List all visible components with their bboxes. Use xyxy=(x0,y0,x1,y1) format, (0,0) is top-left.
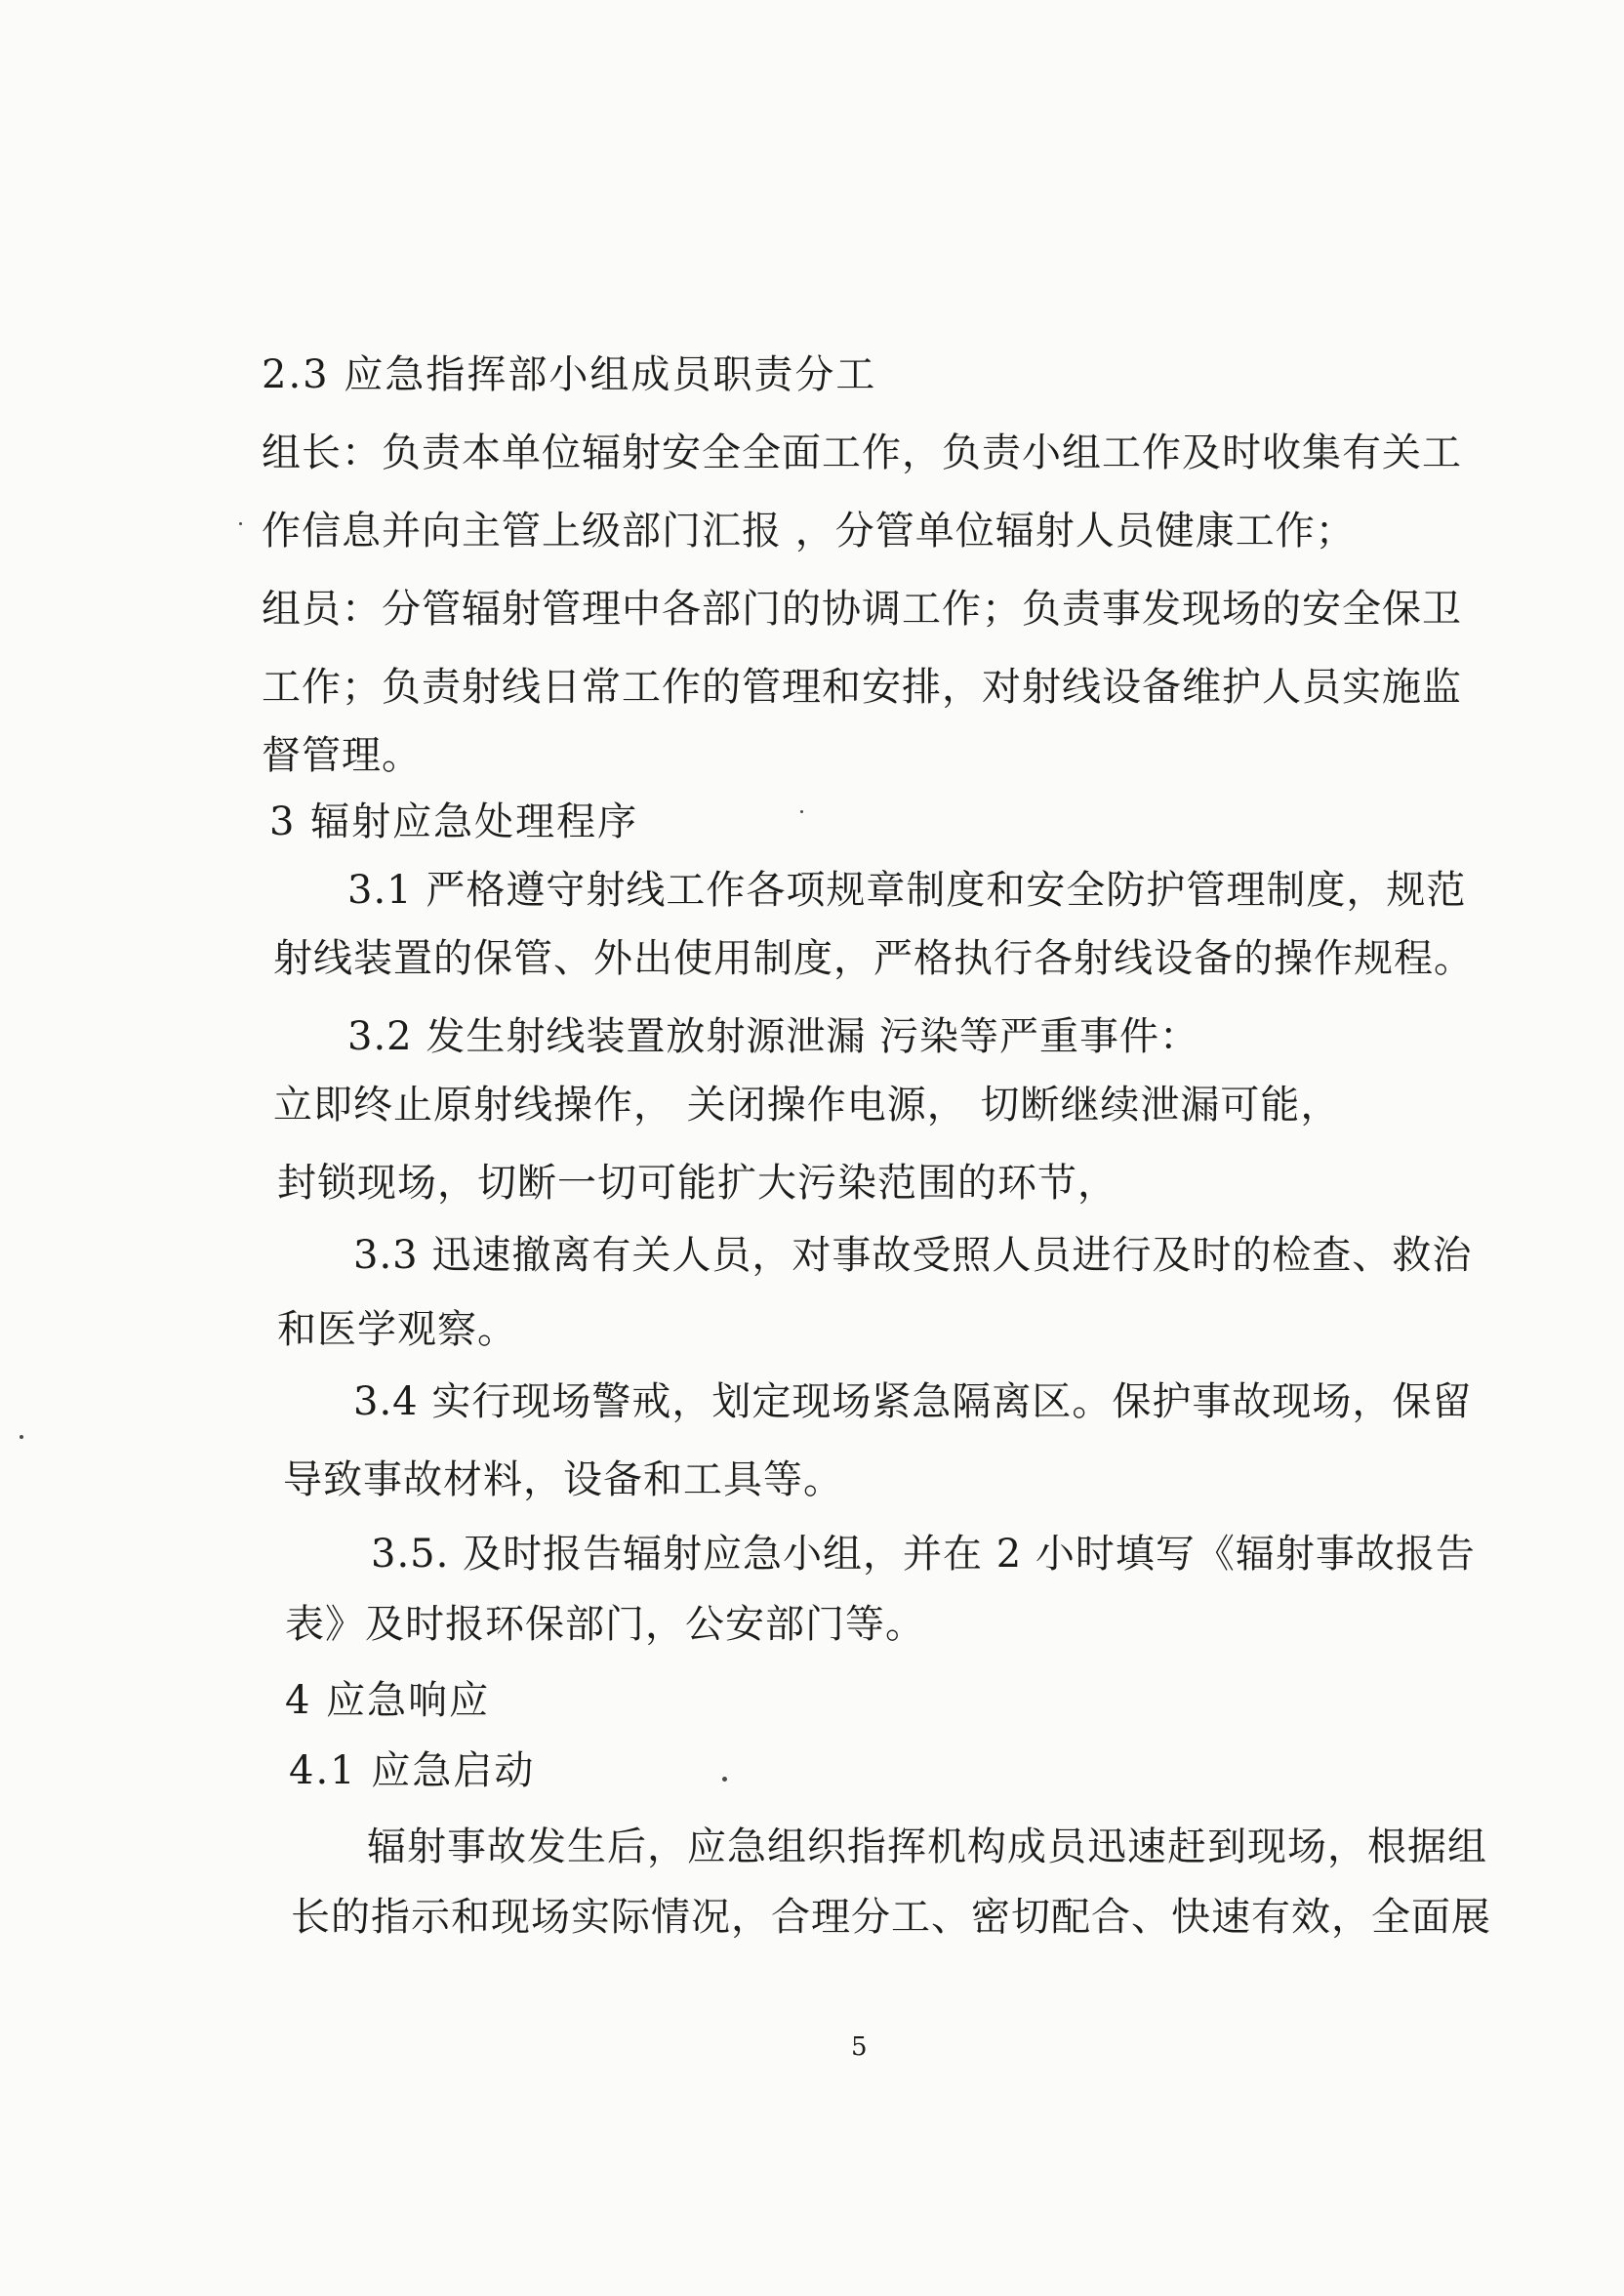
paragraph-line: 射线装置的保管、外出使用制度，严格执行各射线设备的操作规程。 xyxy=(273,936,1474,981)
paragraph-line: 督管理。 xyxy=(262,733,422,778)
paragraph-line: 封锁现场，切断一切可能扩大污染范围的环节， xyxy=(277,1161,1117,1206)
paragraph-line: 和医学观察。 xyxy=(277,1307,517,1352)
paragraph-line: 3.2 发生射线装置放射源泄漏 污染等严重事件： xyxy=(347,1014,1200,1059)
scan-speck xyxy=(800,810,803,813)
paragraph-line: 导致事故材料，设备和工具等。 xyxy=(283,1457,843,1502)
scan-speck xyxy=(722,1777,727,1782)
section-heading-4-1: 4.1 应急启动 xyxy=(289,1748,536,1793)
section-heading-2-3: 2.3 应急指挥部小组成员职责分工 xyxy=(262,352,877,397)
section-heading-4: 4 应急响应 xyxy=(285,1678,491,1723)
paragraph-line: 长的指示和现场实际情况，合理分工、密切配合、快速有效，全面展 xyxy=(291,1895,1491,1940)
scan-speck xyxy=(20,1435,23,1439)
paragraph-line: 组长：负责本单位辐射安全全面工作，负责小组工作及时收集有关工 xyxy=(262,430,1462,475)
paragraph-line: 工作；负责射线日常工作的管理和安排，对射线设备维护人员实施监 xyxy=(262,665,1462,710)
scan-speck xyxy=(239,522,242,525)
paragraph-line: 作信息并向主管上级部门汇报 ，分管单位辐射人员健康工作； xyxy=(262,509,1356,554)
page-number: 5 xyxy=(851,2032,868,2062)
section-heading-3: 3 辐射应急处理程序 xyxy=(269,800,639,844)
paragraph-line: 立即终止原射线操作， 关闭操作电源， 切断继续泄漏可能， xyxy=(273,1083,1341,1128)
paragraph-line: 表》及时报环保部门，公安部门等。 xyxy=(285,1602,925,1647)
paragraph-line: 组员：分管辐射管理中各部门的协调工作；负责事发现场的安全保卫 xyxy=(262,587,1462,632)
paragraph-line: 3.4 实行现场警戒，划定现场紧急隔离区。保护事故现场，保留 xyxy=(353,1379,1473,1424)
paragraph-line: 3.5. 及时报告辐射应急小组，并在 2 小时填写《辐射事故报告 xyxy=(371,1532,1476,1577)
paragraph-line: 辐射事故发生后，应急组织指挥机构成员迅速赶到现场，根据组 xyxy=(367,1824,1487,1869)
paragraph-line: 3.1 严格遵守射线工作各项规章制度和安全防护管理制度，规范 xyxy=(347,868,1467,913)
paragraph-line: 3.3 迅速撤离有关人员，对事故受照人员进行及时的检查、救治 xyxy=(353,1233,1473,1278)
